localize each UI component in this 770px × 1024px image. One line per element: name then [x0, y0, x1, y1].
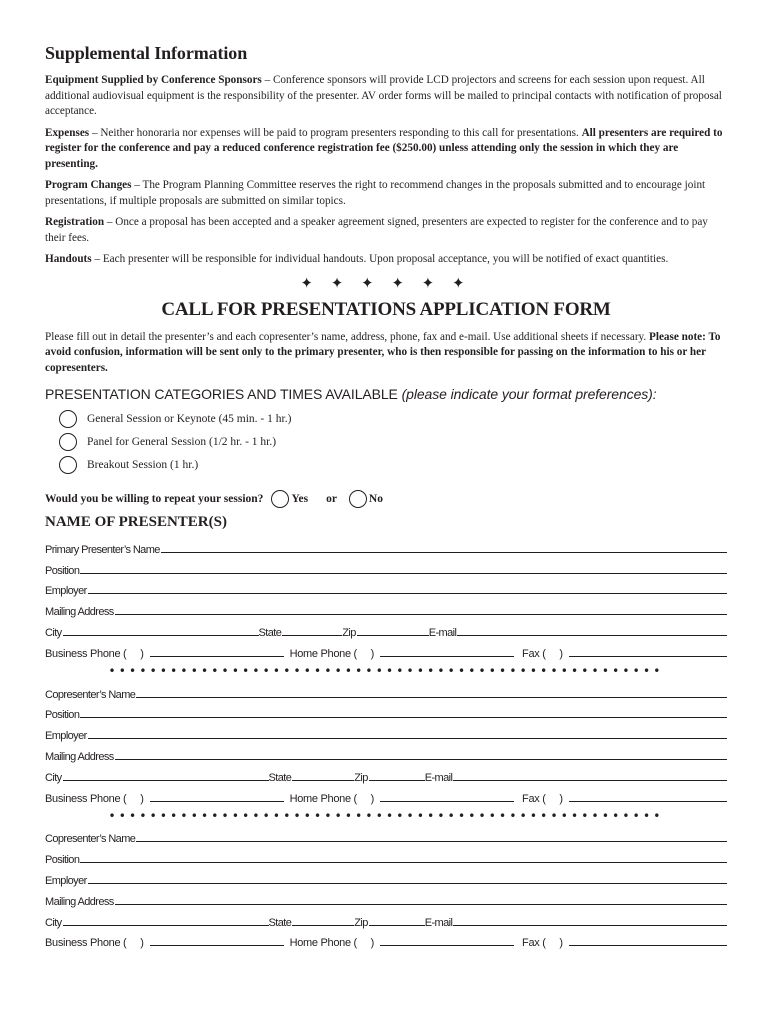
category-label: Breakout Session (1 hr.)	[87, 458, 199, 471]
copresenter-phone-row	[45, 929, 727, 950]
repeat-no-radio[interactable]	[349, 490, 367, 508]
radio-circle[interactable]	[59, 456, 77, 474]
handouts-paragraph	[45, 252, 727, 268]
copresenter-block	[45, 680, 727, 805]
field-label: Home Phone ( )	[289, 792, 375, 805]
handouts-label: Handouts	[45, 253, 92, 265]
home-phone-line[interactable]	[380, 656, 514, 657]
category-option-breakout[interactable]	[45, 453, 727, 476]
input-line[interactable]	[136, 697, 727, 698]
field-label: Employer	[45, 585, 87, 598]
program-changes-paragraph	[45, 178, 727, 209]
field-label: Mailing Address	[45, 750, 114, 763]
form-intro	[45, 330, 727, 377]
presenters-heading: NAME OF PRESENTER(S)	[45, 514, 227, 530]
field-label: City	[45, 916, 62, 929]
email-input-line[interactable]	[453, 780, 727, 781]
business-phone-line[interactable]	[150, 656, 284, 657]
input-line[interactable]	[136, 841, 727, 842]
equipment-label: Equipment Supplied by Conference Sponsors	[45, 74, 262, 86]
copresenter-city-row	[45, 763, 727, 784]
state-input-line[interactable]	[292, 780, 354, 781]
primary-mailing-field[interactable]	[45, 597, 727, 618]
field-label: State	[268, 771, 292, 784]
primary-city-row	[45, 618, 727, 639]
field-label: Zip	[342, 626, 356, 639]
copresenter-employer-field[interactable]	[45, 866, 727, 887]
field-label: E-mail	[424, 771, 453, 784]
page	[45, 40, 727, 949]
input-line[interactable]	[80, 717, 727, 718]
field-label: Primary Presenter’s Name	[45, 543, 160, 556]
program-changes-text: – The Program Planning Committee reserves the right to recommend changes in the proposals submitted and to encourage joint presentations, if multiple proposals are submitted on similar topics.	[45, 179, 706, 207]
primary-presenter-block	[45, 535, 727, 660]
input-line[interactable]	[80, 573, 727, 574]
fax-line[interactable]	[569, 656, 727, 657]
field-label: Zip	[354, 771, 368, 784]
categories-heading	[45, 386, 727, 402]
copresenter-employer-field[interactable]	[45, 721, 727, 742]
copresenter-city-row	[45, 908, 727, 929]
city-input-line[interactable]	[63, 780, 269, 781]
categories-title: PRESENTATION CATEGORIES AND TIMES AVAILABLE	[45, 386, 398, 402]
copresenter-position-field[interactable]	[45, 845, 727, 866]
input-line[interactable]	[161, 552, 727, 553]
copresenter-phone-row	[45, 784, 727, 805]
repeat-yes-radio[interactable]	[271, 490, 289, 508]
category-label: Panel for General Session (1/2 hr. - 1 hr.)	[87, 435, 277, 448]
email-input-line[interactable]	[453, 925, 727, 926]
category-label: General Session or Keynote (45 min. - 1 hr.)	[87, 412, 292, 425]
equipment-text: – Conference sponsors will provide LCD projectors and screens for each session upon request. All additional audiovisual equipment is the responsibility of the presenter. AV order forms will be mailed to principal contacts with notification of proposal acceptance.	[45, 74, 722, 117]
field-label: Home Phone ( )	[289, 647, 375, 660]
field-label: State	[268, 916, 292, 929]
field-label: Business Phone ( )	[45, 647, 144, 660]
primary-phone-row	[45, 639, 727, 660]
expenses-text: – Neither honoraria nor expenses will be paid to program presenters responding to this call for presentations.	[89, 126, 582, 139]
state-input-line[interactable]	[292, 925, 354, 926]
repeat-question: Would you be willing to repeat your session?	[45, 493, 264, 505]
home-phone-line[interactable]	[380, 945, 514, 946]
input-line[interactable]	[80, 862, 727, 863]
diamond-divider: ✦ ✦ ✦ ✦ ✦ ✦	[300, 275, 472, 292]
state-input-line[interactable]	[282, 635, 342, 636]
field-label: Copresenter’s Name	[45, 833, 136, 846]
field-label: Business Phone ( )	[45, 792, 144, 805]
registration-label: Registration	[45, 216, 105, 228]
repeat-or-label: or	[326, 493, 337, 505]
radio-circle[interactable]	[59, 410, 77, 428]
business-phone-line[interactable]	[150, 945, 284, 946]
input-line[interactable]	[115, 759, 727, 760]
input-line[interactable]	[88, 738, 727, 739]
field-label: Fax ( )	[522, 647, 563, 660]
fax-line[interactable]	[569, 945, 727, 946]
expenses-paragraph	[45, 126, 727, 173]
registration-paragraph	[45, 215, 727, 246]
input-line[interactable]	[88, 593, 727, 594]
copresenter-mailing-field[interactable]	[45, 742, 727, 763]
field-label: City	[45, 771, 62, 784]
radio-circle[interactable]	[59, 433, 77, 451]
field-label: E-mail	[424, 916, 453, 929]
equipment-paragraph	[45, 73, 727, 120]
repeat-no-label: No	[368, 493, 383, 505]
fax-line[interactable]	[569, 801, 727, 802]
field-label: E-mail	[428, 626, 457, 639]
copresenter-mailing-field[interactable]	[45, 887, 727, 908]
field-label: Position	[45, 854, 80, 867]
field-label: City	[45, 626, 62, 639]
repeat-session-row	[45, 488, 727, 510]
field-label: Position	[45, 709, 80, 722]
copresenter-name-field[interactable]	[45, 825, 727, 846]
email-input-line[interactable]	[457, 635, 727, 636]
home-phone-line[interactable]	[380, 801, 514, 802]
program-changes-label: Program Changes	[45, 179, 132, 191]
field-label: Zip	[354, 916, 368, 929]
field-label: Employer	[45, 874, 87, 887]
primary-employer-field[interactable]	[45, 577, 727, 598]
dot-divider: ••••••••••••••••••••••••••••••••••••••••••••••••••••••	[108, 808, 664, 823]
city-input-line[interactable]	[63, 925, 269, 926]
field-label: Mailing Address	[45, 895, 114, 908]
form-intro-note: Please note: To avoid confusion, information will be sent only to the primary presenter, who is then responsible for passing on the information to his or her copresenters.	[45, 330, 721, 374]
field-label: Mailing Address	[45, 606, 114, 619]
primary-name-field[interactable]	[45, 535, 727, 556]
zip-input-line[interactable]	[369, 925, 425, 926]
field-label: Business Phone ( )	[45, 937, 144, 950]
primary-position-field[interactable]	[45, 556, 727, 577]
repeat-yes-label: Yes	[291, 493, 309, 505]
dot-divider: ••••••••••••••••••••••••••••••••••••••••••••••••••••••	[108, 663, 664, 678]
field-label: Position	[45, 564, 80, 577]
field-label: Home Phone ( )	[289, 937, 375, 950]
copresenter-block	[45, 825, 727, 950]
registration-text: – Once a proposal has been accepted and a speaker agreement signed, presenters are expected to register for the conference and to pay their fees.	[45, 216, 708, 244]
field-label: Employer	[45, 730, 87, 743]
form-intro-text: Please fill out in detail the presenter’s and each copresenter’s name, address, phone, fax and e-mail. Use additional sheets if necessary.	[45, 330, 650, 343]
zip-input-line[interactable]	[369, 780, 425, 781]
input-line[interactable]	[88, 883, 727, 884]
form-title: CALL FOR PRESENTATIONS APPLICATION FORM	[161, 298, 611, 320]
handouts-text: – Each presenter will be responsible for individual handouts. Upon proposal acceptance, you will be notified of exact quantities.	[91, 253, 669, 265]
field-label: State	[258, 626, 282, 639]
business-phone-line[interactable]	[150, 801, 284, 802]
categories-note: (please indicate your format preferences):	[401, 386, 657, 402]
expenses-bold-note: All presenters are required to register for the conference and pay a reduced conference registration fee ($250.00) unless attending only the session in which they are presenting.	[45, 126, 723, 170]
expenses-label: Expenses	[45, 126, 90, 139]
field-label: Copresenter’s Name	[45, 688, 136, 701]
field-label: Fax ( )	[522, 937, 563, 950]
copresenter-name-field[interactable]	[45, 680, 727, 701]
city-input-line[interactable]	[63, 635, 259, 636]
copresenter-position-field[interactable]	[45, 701, 727, 722]
category-option-panel[interactable]	[45, 430, 727, 453]
supplemental-heading: Supplemental Information	[45, 43, 248, 63]
input-line[interactable]	[115, 904, 727, 905]
field-label: Fax ( )	[522, 792, 563, 805]
input-line[interactable]	[115, 614, 727, 615]
category-option-general[interactable]	[45, 407, 727, 430]
zip-input-line[interactable]	[357, 635, 429, 636]
